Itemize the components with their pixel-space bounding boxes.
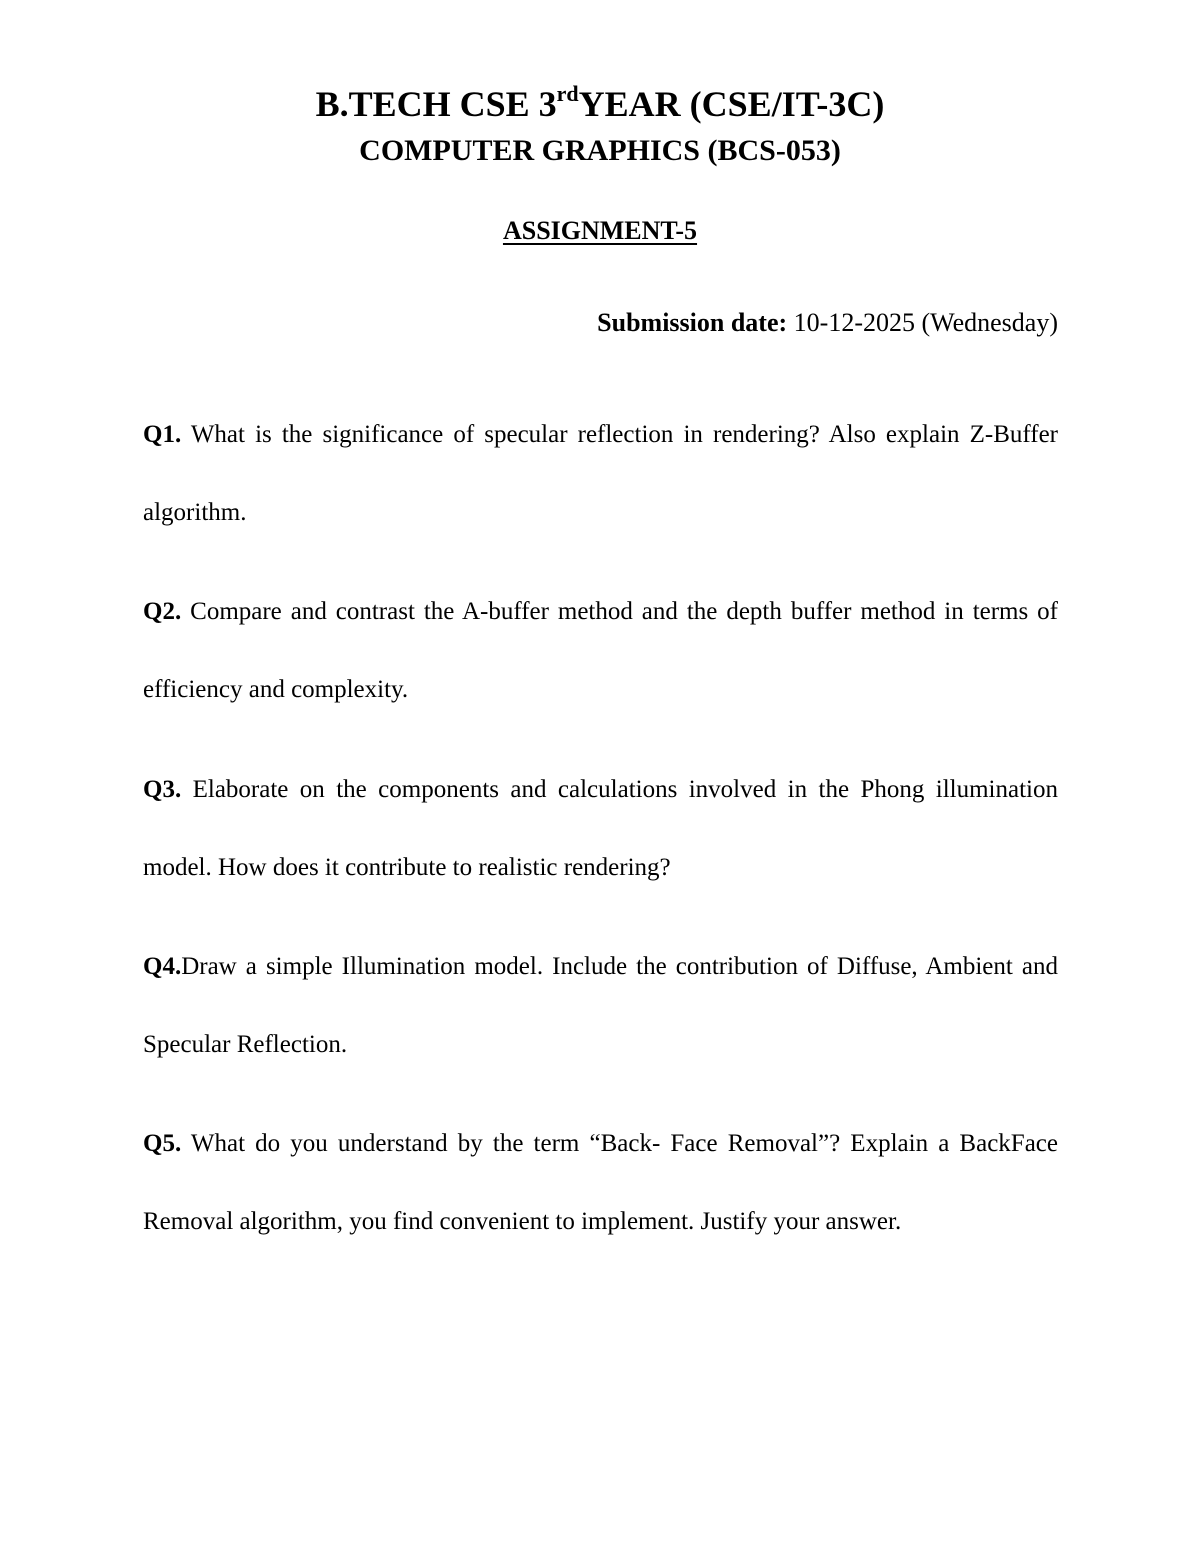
- subject-title: COMPUTER GRAPHICS (BCS-053): [359, 134, 841, 167]
- submission-date-value: 10-12-2025 (Wednesday): [787, 308, 1058, 337]
- question-4: [143, 928, 1058, 1084]
- course-title-prefix: B.TECH CSE 3: [315, 84, 557, 124]
- question-text: Compare and contrast the A-buffer method and the depth buffer method in terms of efficiency and complexity.: [143, 598, 1058, 703]
- question-number: Q2.: [143, 598, 182, 625]
- course-title: [0, 82, 1200, 126]
- question-2: [143, 573, 1058, 729]
- question-number: Q1.: [143, 421, 182, 448]
- question-text: Elaborate on the components and calculations involved in the Phong illumination model. How does it contribute to realistic rendering?: [143, 776, 1058, 881]
- question-text: What is the significance of specular reflection in rendering? Also explain Z-Buffer algorithm.: [143, 421, 1058, 526]
- assignment-heading-text: ASSIGNMENT-5: [502, 216, 698, 245]
- submission-date-label: Submission date:: [597, 308, 788, 337]
- question-number: Q5.: [143, 1130, 182, 1157]
- question-1: [143, 396, 1058, 552]
- question-number: Q4.: [143, 953, 182, 980]
- course-title-suffix: YEAR (CSE/IT-3C): [578, 84, 885, 124]
- question-text: What do you understand by the term “Back- Face Removal”? Explain a BackFace Removal algorithm, you find convenient to implement. Justify your answer.: [143, 1130, 1058, 1235]
- question-5: [143, 1105, 1058, 1261]
- course-title-superscript: rd: [556, 81, 579, 106]
- question-text: Draw a simple Illumination model. Include the contribution of Diffuse, Ambient and Specular Reflection.: [143, 953, 1058, 1058]
- submission-date: [597, 306, 1058, 340]
- question-number: Q3.: [143, 776, 182, 803]
- question-3: [143, 751, 1058, 907]
- assignment-heading: [0, 214, 1200, 248]
